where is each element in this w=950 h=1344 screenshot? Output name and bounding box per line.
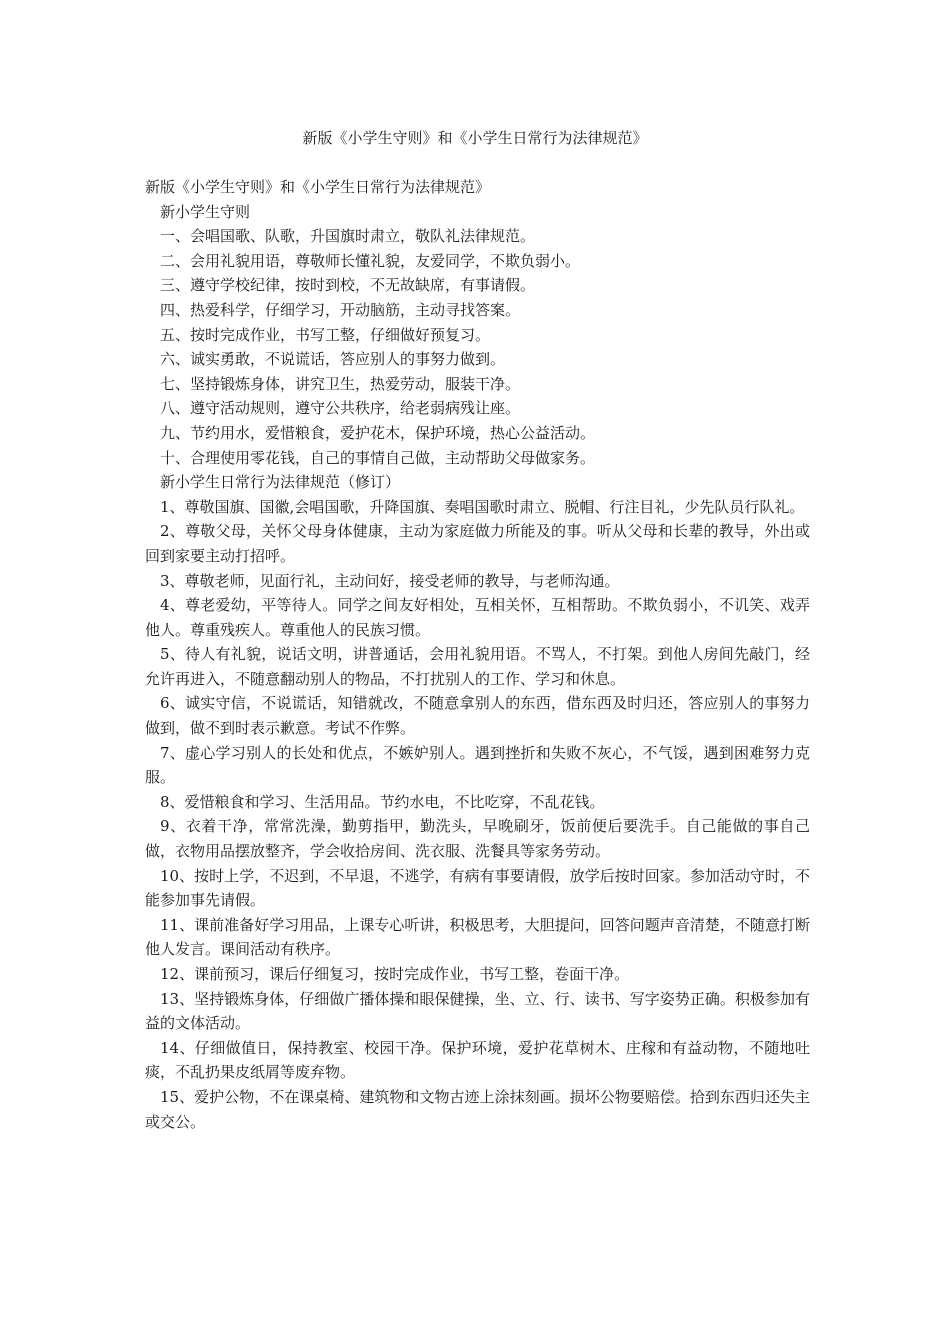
norm-item: 1、尊敬国旗、国徽,会唱国歌，升降国旗、奏唱国歌时肃立、脱帽、行注目礼，少先队员行队礼。 — [160, 497, 805, 516]
rule-item: 六、诚实勇敢，不说谎话，答应别人的事努力做到。 — [160, 350, 506, 369]
rule-item: 九、节约用水，爱惜粮食，爱护花木，保护环境，热心公益活动。 — [160, 423, 596, 442]
section-title-rules: 新小学生守则 — [160, 202, 251, 221]
norm-item: 2、尊敬父母，关怀父母身体健康，主动为家庭做力所能及的事。听从父母和长辈的教导，外出或回到家要主动打招呼。 — [145, 522, 810, 565]
rules-list — [145, 224, 810, 470]
rule-item: 三、遵守学校纪律，按时到校，不无故缺席，有事请假。 — [160, 276, 536, 295]
norm-item: 14、仔细做值日，保持教室、校园干净。保护环境，爱护花草树木、庄稼和有益动物，不随地吐痰，不乱扔果皮纸屑等废弃物。 — [145, 1038, 810, 1082]
norm-item: 7、虚心学习别人的长处和优点，不嫉妒别人。遇到挫折和失败不灰心，不气馁，遇到困难努力克服。 — [145, 743, 810, 787]
rule-item: 十、合理使用零花钱，自己的事情自己做，主动帮助父母做家务。 — [160, 448, 596, 467]
rule-item: 五、按时完成作业，书写工整，仔细做好预复习。 — [160, 325, 491, 344]
norm-item: 3、尊敬老师，见面行礼，主动问好，接受老师的教导，与老师沟通。 — [160, 571, 620, 590]
norms-list — [145, 495, 810, 1134]
norm-item: 11、课前准备好学习用品，上课专心听讲，积极思考，大胆提问，回答问题声音清楚，不随意打断他人发言。课间活动有秩序。 — [145, 915, 810, 959]
norm-item: 6、诚实守信，不说谎话，知错就改，不随意拿别人的东西，借东西及时归还，答应别人的事努力做到，做不到时表示歉意。考试不作弊。 — [145, 694, 810, 738]
rule-item: 四、热爱科学，仔细学习，开动脑筋，主动寻找答案。 — [160, 300, 521, 319]
norm-item: 15、爱护公物，不在课桌椅、建筑物和文物古迹上涂抹刻画。损坏公物要赔偿。拾到东西归还失主或交公。 — [145, 1087, 810, 1131]
document-body — [145, 175, 810, 1134]
norm-item: 4、尊老爱幼，平等待人。同学之间友好相处，互相关怀，互相帮助。不欺负弱小，不讥笑、戏弄他人。尊重残疾人。尊重他人的民族习惯。 — [145, 596, 810, 639]
document-title: 新版《小学生守则》和《小学生日常行为法律规范》 — [302, 129, 648, 147]
document-heading: 新版《小学生守则》和《小学生日常行为法律规范》 — [145, 178, 491, 196]
rule-item: 二、会用礼貌用语，尊敬师长懂礼貌，友爱同学，不欺负弱小。 — [160, 251, 581, 270]
rule-item: 七、坚持锻炼身体，讲究卫生，热爱劳动，服装干净。 — [160, 374, 521, 393]
norm-item: 9、衣着干净，常常洗澡，勤剪指甲，勤洗头，早晚刷牙，饭前便后要洗手。自己能做的事自己做，衣物用品摆放整齐，学会收拾房间、洗衣服、洗餐具等家务劳动。 — [145, 817, 810, 861]
rule-item: 八、遵守活动规则，遵守公共秩序，给老弱病残让座。 — [160, 399, 521, 418]
norm-item: 5、待人有礼貌，说话文明，讲普通话，会用礼貌用语。不骂人，不打架。到他人房间先敲门，经允许再进入，不随意翻动别人的物品，不打扰别人的工作、学习和休息。 — [145, 645, 810, 688]
rule-item: 一、会唱国歌、队歌，升国旗时肃立，敬队礼法律规范。 — [160, 227, 536, 246]
norm-item: 10、按时上学，不迟到，不早退，不逃学，有病有事要请假，放学后按时回家。参加活动守时，不能参加事先请假。 — [145, 866, 810, 910]
norm-item: 12、课前预习，课后仔细复习，按时完成作业，书写工整，卷面干净。 — [160, 965, 630, 983]
norm-item: 8、爱惜粮食和学习、生活用品。节约水电，不比吃穿，不乱花钱。 — [160, 792, 605, 811]
norm-item: 13、坚持锻炼身体，仔细做广播体操和眼保健操，坐、立、行、读书、写字姿势正确。积极参加有益的文体活动。 — [145, 989, 810, 1033]
section-title-norms: 新小学生日常行为法律规范（修订） — [160, 473, 401, 492]
